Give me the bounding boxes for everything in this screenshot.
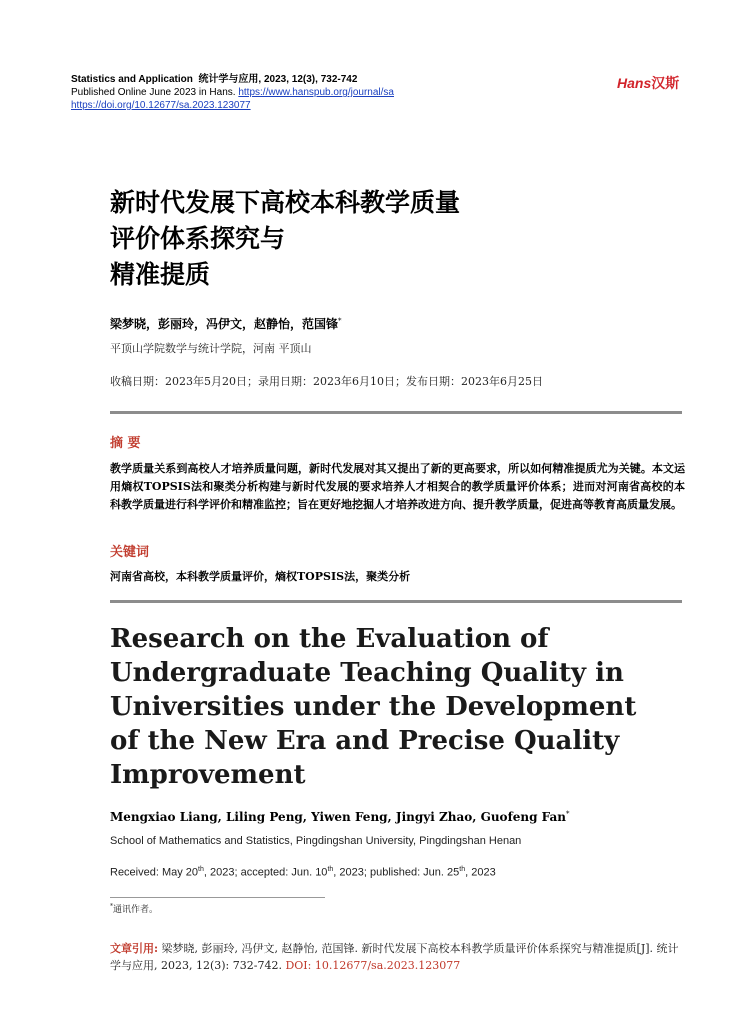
footnote-mark: *: [110, 903, 113, 910]
en-title: [110, 622, 670, 792]
cn-title-line: 精准提质: [110, 260, 211, 289]
doi-link[interactable]: https://doi.org/10.12677/sa.2023.123077: [71, 100, 251, 111]
ordinal-suffix: th: [459, 866, 466, 873]
en-title-line: of the New Era and Precise Quality: [110, 726, 620, 756]
published-line: [71, 87, 394, 99]
en-title-line: Undergraduate Teaching Quality in: [110, 658, 624, 688]
citation: [110, 940, 688, 974]
citation-doi[interactable]: DOI: 10.12677/sa.2023.123077: [285, 959, 461, 972]
cn-abstract: 教学质量关系到高校人才培养质量问题，新时代发展对其又提出了新的更高要求，所以如何精准提质尤为关键。本文运用熵权TOPSIS法和聚类分析构建与新时代发展的要求培养人才相契合的教学质量评价体系；进而对河南省高校的本科教学质量进行科学评价和精准监控；旨在更好地挖掘人才培养改进方向、提升教学质量，促进高等教育高质量发展。: [110, 462, 685, 511]
corresponding-mark: *: [566, 810, 570, 818]
cn-title-line: 评价体系探究与: [110, 224, 286, 253]
logo-cn: 汉斯: [651, 75, 680, 91]
cn-author-list: 梁梦晓，彭丽玲，冯伊文，赵静怡，范国锋: [110, 317, 339, 331]
logo-latin: Hans: [617, 75, 652, 91]
published-text: Published Online June 2023 in Hans.: [71, 87, 236, 98]
keywords-heading: 关键词: [110, 545, 150, 560]
en-title-line: Universities under the Development: [110, 692, 637, 722]
en-author-list: Mengxiao Liang, Liling Peng, Yiwen Feng, Jingyi Zhao, Guofeng Fan: [110, 810, 567, 824]
ordinal-suffix: th: [327, 866, 334, 873]
en-authors: [110, 810, 570, 824]
section-divider: [110, 411, 682, 414]
citation-label: 文章引用:: [110, 942, 159, 955]
corresponding-mark: *: [338, 317, 342, 325]
accepted-date: , 2023; accepted: Jun. 10: [203, 866, 328, 879]
published-date: , 2023; published: Jun. 25: [333, 866, 460, 879]
cn-keywords: 河南省高校，本科教学质量评价，熵权TOPSIS法，聚类分析: [110, 570, 411, 583]
en-title-line: Research on the Evaluation of: [110, 624, 549, 654]
hans-logo: [617, 73, 679, 93]
en-dates: [110, 866, 496, 879]
footnote: [110, 902, 158, 915]
citation-text: 梁梦晓, 彭丽玲, 冯伊文, 赵静怡, 范国锋. 新时代发展下高校本科教学质量评价体系探究与精准提质[J]. 统计学与应用, 2023, 12(3): 732-742.: [110, 942, 679, 972]
section-divider: [110, 600, 682, 603]
abstract-heading: 摘 要: [110, 436, 141, 451]
cn-dates: 收稿日期：2023年5月20日；录用日期：2023年6月10日；发布日期：2023年6月25日: [110, 375, 543, 388]
cn-authors: [110, 315, 342, 332]
cn-title: [110, 185, 590, 293]
year-tail: , 2023: [465, 866, 496, 879]
footnote-text: 通讯作者。: [113, 905, 159, 915]
cn-affiliation: 平顶山学院数学与统计学院，河南 平顶山: [110, 342, 312, 355]
journal-citation-line: [71, 74, 357, 86]
doi-line: [71, 100, 251, 112]
journal-url-link[interactable]: https://www.hanspub.org/journal/sa: [238, 87, 394, 98]
journal-volume-info: 统计学与应用, 2023, 12(3), 732-742: [198, 74, 358, 85]
en-title-line: Improvement: [110, 760, 306, 790]
ordinal-suffix: th: [198, 866, 204, 873]
en-affiliation: School of Mathematics and Statistics, Pingdingshan University, Pingdingshan Henan: [110, 835, 522, 847]
received-date: Received: May 20: [110, 866, 199, 879]
cn-title-line: 新时代发展下高校本科教学质量: [110, 188, 461, 217]
journal-name: Statistics and Application: [71, 74, 193, 85]
footnote-divider: [110, 897, 325, 898]
